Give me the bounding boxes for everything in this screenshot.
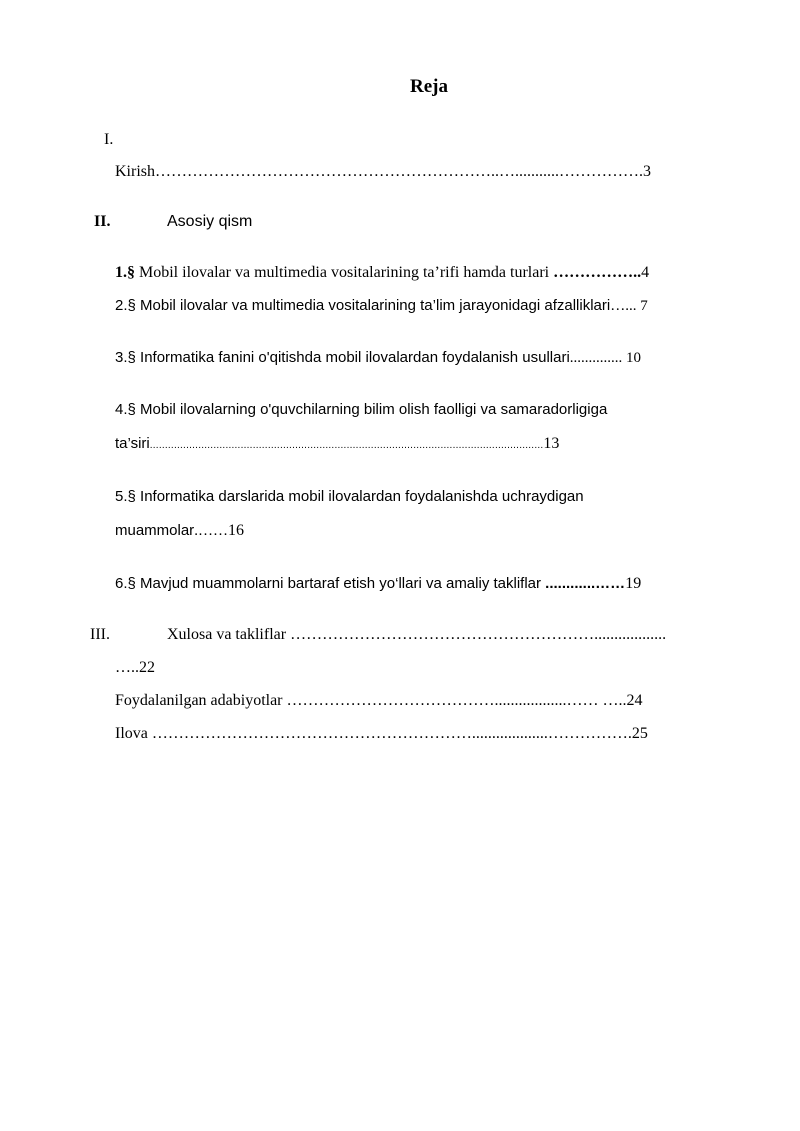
toc-entry-label: Xulosa va takliflar [167,626,291,643]
toc-leader-dots: ………………………………………………………..…...........……………. [155,163,643,180]
toc-leader-dots: ............…… [545,575,626,592]
toc-section-number: 2.§ [115,297,136,314]
toc-entry-label: Mavjud muammolarni bartaraf etish yo‘llari va amaliy takliflar [135,575,546,592]
toc-entry-label: ta’siri [115,435,150,452]
toc-entry-2[interactable] [115,297,648,315]
toc-entry-references[interactable] [115,692,643,710]
toc-page-number: 10 [622,350,642,366]
part3-numeral: III. [90,626,110,643]
toc-entry-6[interactable] [115,575,641,593]
part2-heading: Asosiy qism [167,213,253,230]
toc-section-number: 1.§ [115,264,135,281]
toc-entry-label: Informatika darslarida mobil ilovalardan foydalanishda uchraydigan [135,488,584,505]
toc-page-number: 13 [543,435,560,452]
part2-numeral: II. [94,213,111,230]
intro-numeral: I. [104,131,114,148]
toc-section-number: 6.§ [115,575,136,592]
toc-entry-label: Informatika fanini o'qitishda mobil ilovalardan foydalanish usullari [135,349,570,366]
toc-entry-1[interactable] [115,264,649,282]
toc-leader-dots: …………………………………..................…… ….. [286,692,627,709]
toc-entry-label: Ilova [115,725,152,742]
toc-leader-dots: .................................................................................................................................. [149,440,544,451]
toc-entry-intro[interactable] [115,163,651,181]
toc-leader-dots: .…… [194,523,228,539]
toc-entry-appendix[interactable] [115,725,648,743]
toc-entry-label: Foydalanilgan adabiyotlar [115,692,287,709]
toc-leader-dots: ……………………………………………………...................……………. [151,725,632,742]
toc-entry-label: Mobil ilovalarning o'quvchilarning bilim olish faolligi va samaradorligiga [135,401,608,418]
toc-page-number: 22 [139,659,155,676]
toc-page-number: 4 [641,264,650,281]
toc-leader-dots: .............. [569,350,623,366]
toc-leader-dots: …………….. [553,264,642,281]
toc-entry-4[interactable] [115,401,607,418]
toc-entry-4-continuation[interactable] [115,435,559,453]
toc-section-number: 3.§ [115,349,136,366]
toc-entry-label: muammolar [115,522,195,539]
toc-entry-3[interactable] [115,349,641,367]
toc-page-number: 16 [227,522,244,539]
toc-section-number: 5.§ [115,488,136,505]
toc-leader-dots: ….. [115,659,139,676]
toc-page-number: 24 [626,692,643,709]
toc-leader-dots: …... [610,298,637,314]
toc-page-number: 19 [625,575,642,592]
toc-entry-conclusion[interactable] [167,626,666,644]
page-title: Reja [410,76,448,97]
toc-entry-5[interactable] [115,488,584,505]
toc-leader-dots: ………………………………………………….................. [290,626,667,643]
toc-entry-label: Mobil ilovalar va multimedia vositalarining ta’lim jarayonidagi afzalliklari [135,297,611,314]
toc-entry-5-continuation[interactable] [115,522,244,540]
toc-section-number: 4.§ [115,401,136,418]
toc-entry-label: Kirish [115,163,155,180]
toc-page-number: 25 [631,725,648,742]
toc-entry-conclusion-continuation[interactable] [115,659,155,677]
toc-entry-label: Mobil ilovalar va multimedia vositalarining ta’rifi hamda turlari [135,264,554,281]
toc-page-number: 7 [636,298,648,314]
toc-page-number: 3 [643,163,651,180]
